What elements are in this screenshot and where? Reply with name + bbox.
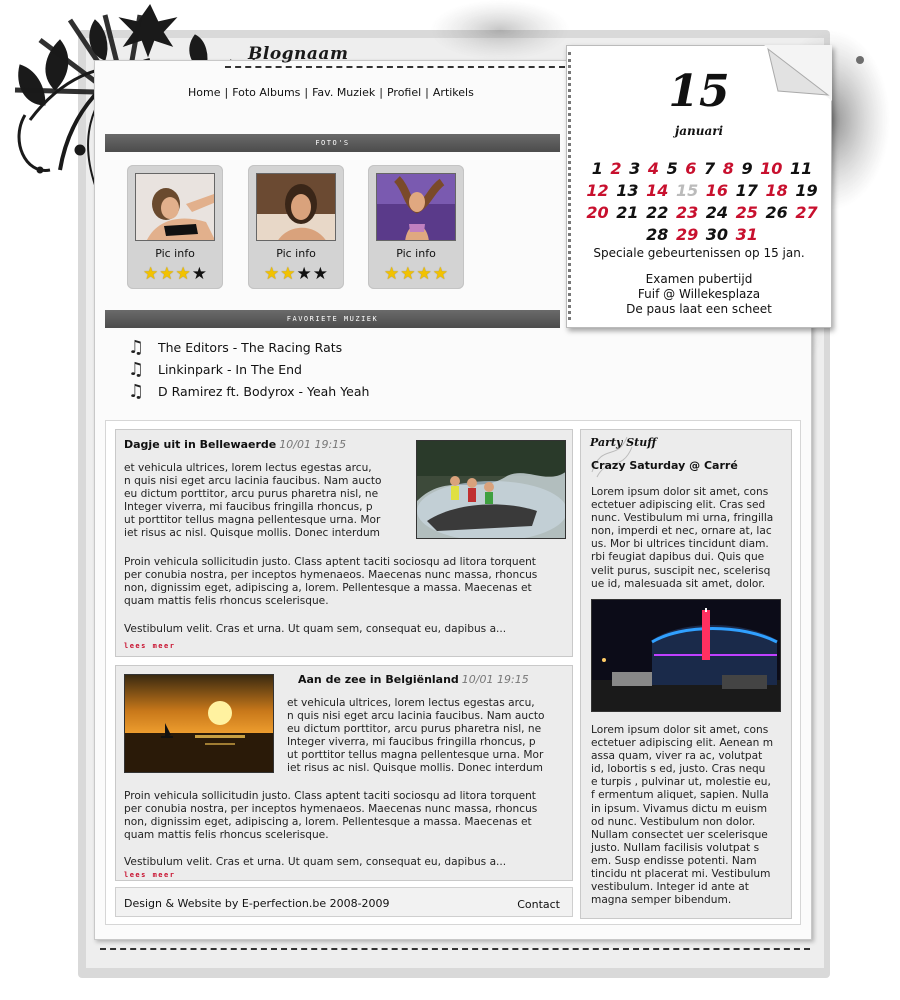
sidebar-line: ectetuer adipiscing elit. Cras sed [591, 499, 766, 512]
main-nav [188, 86, 474, 99]
nav-separator: | [379, 86, 383, 99]
footer-credit: Design & Website by E-perfection.be 2008-2009 [124, 897, 390, 910]
post-line: eu dictum porttitor, arcu purus pharetra nisl, ne [124, 488, 379, 501]
calendar-day-number[interactable]: 13 [616, 181, 639, 200]
photo-thumb-2[interactable] [256, 173, 336, 241]
sidebar-party-stuff [580, 429, 792, 919]
nav-home[interactable]: Home [188, 86, 221, 99]
sidebar-line: us. Mor bi ultrices tincidunt diam. [591, 538, 769, 551]
calendar-day-number[interactable]: 30 [705, 225, 729, 244]
sidebar-line: in ipsum. Vivamus dictu m euism [591, 802, 768, 815]
star-empty-icon[interactable]: ★ [296, 264, 312, 284]
post-last-line: Vestibulum velit. Cras et urna. Ut quam sem, consequat eu, dapibus a... [124, 856, 507, 868]
calendar-days [582, 158, 822, 246]
sidebar-text [591, 486, 787, 591]
calendar-day: 15 [668, 66, 730, 117]
nav-separator: | [304, 86, 309, 99]
photos-section-bar: FOTO'S [105, 134, 560, 152]
calendar-day-number[interactable]: 11 [790, 159, 813, 178]
sidebar-line: Nullam consectet uer scelerisque [591, 828, 768, 841]
calendar-day-number[interactable]: 2 [610, 159, 622, 178]
post-line: Integer viverra, mi faucibus fringilla rhoncus, p [287, 736, 536, 749]
calendar-day-number[interactable]: 20 [586, 203, 609, 222]
read-more-link[interactable]: lees meer [124, 871, 176, 879]
post-line: iet risus ac nisl. Quisque mollis. Donec interdum [124, 527, 380, 540]
music-title: Linkinpark - In The End [158, 361, 302, 377]
sidebar-line: assa quam, viver ra ac, volutpat [591, 750, 763, 763]
calendar-event: Examen pubertijd [645, 272, 753, 286]
post-line: n quis nisi eget arcu lacinia faucibus. Nam aucto [287, 710, 545, 723]
post-paragraph [124, 556, 570, 608]
star-empty-icon[interactable]: ★ [312, 264, 328, 284]
blog-post [115, 429, 573, 657]
calendar-day-number[interactable]: 29 [675, 225, 699, 244]
sidebar-line: id, lobortis s ed, justo. Cras nequ [591, 763, 766, 776]
sidebar-line: em. Susp endisse potenti. Nam [591, 854, 757, 867]
calendar-day-number[interactable]: 16 [705, 181, 729, 200]
photo-nightclub-icon [592, 600, 781, 712]
star-filled-icon[interactable]: ★ [143, 264, 159, 284]
post-last-line: Vestibulum velit. Cras et urna. Ut quam sem, consequat eu, dapibus a... [124, 623, 507, 635]
calendar-day-number[interactable]: 8 [722, 159, 734, 178]
post-line: Proin vehicula sollicitudin justo. Class aptent taciti sociosqu ad litora torquent [124, 556, 536, 568]
photo-card[interactable] [127, 165, 223, 289]
star-filled-icon[interactable]: ★ [159, 264, 175, 284]
nav-separator: | [425, 86, 429, 99]
music-title: D Ramirez ft. Bodyrox - Yeah Yeah [158, 383, 370, 399]
sidebar-line: non, imperdi et nec, ornare at, lac [591, 525, 772, 538]
photo-woman-bed-icon [257, 174, 336, 241]
sidebar-line: nunc. Vestibulum mi urna, fringilla [591, 512, 774, 525]
star-empty-icon[interactable]: ★ [191, 264, 207, 284]
post-intro [287, 697, 572, 776]
header-dash-line [225, 66, 565, 68]
sidebar-line: e turpis , pulvinar ut, molestie eu, [591, 776, 771, 789]
sidebar-heading: Party Stuff [590, 436, 657, 449]
post-paragraph [124, 790, 570, 842]
music-section-bar: FAVORIETE MUZIEK [105, 310, 560, 328]
sidebar-line: justo. Nullam facilisis volutpat s [591, 841, 760, 854]
star-filled-icon[interactable]: ★ [175, 264, 191, 284]
sidebar-line: f ermentum aliquet, sapien. Nulla [591, 789, 769, 802]
calendar-day-number[interactable]: 7 [704, 159, 716, 178]
post-image[interactable] [416, 440, 566, 539]
music-list [128, 336, 369, 402]
post-line: iet risus ac nisl. Quisque mollis. Donec interdum [287, 762, 543, 775]
music-note-icon: ♫ [128, 336, 145, 358]
calendar-day-number[interactable]: 3 [629, 159, 641, 178]
nav-foto-albums[interactable]: Foto Albums [232, 86, 301, 99]
calendar-day-number[interactable]: 21 [616, 203, 639, 222]
calendar-day-number[interactable]: 4 [647, 159, 659, 178]
post-line: Proin vehicula sollicitudin justo. Class aptent taciti sociosqu ad litora torquent [124, 790, 536, 802]
sidebar-line: magna semper bibendum. [591, 894, 732, 907]
sidebar-line: Lorem ipsum dolor sit amet, cons [591, 724, 769, 736]
calendar-day-number[interactable]: 26 [765, 203, 788, 222]
post-line: ut porttitor tellus magna pellentesque urna. Mor [287, 749, 544, 762]
music-item[interactable] [128, 380, 369, 402]
calendar-event: De paus laat een scheet [626, 302, 772, 316]
blog-post [115, 665, 573, 881]
photo-caption[interactable]: Pic info [276, 247, 316, 260]
post-line: non, dignissim eget, adipiscing a, lorem. Pellentesque a massa. Maecenas et [124, 582, 532, 595]
blog-title[interactable]: Blognaam [248, 44, 349, 64]
nav-separator: | [224, 86, 229, 99]
sidebar-line: od nunc. Vestibulum non dolor. [591, 815, 756, 828]
star-filled-icon[interactable]: ★ [400, 264, 416, 284]
post-line: ut porttitor tellus magna pellentesque urna. Mor [124, 514, 381, 527]
sidebar-line: vestibulum. Integer id ante at [591, 881, 749, 894]
calendar-day-number[interactable]: 5 [666, 159, 678, 178]
star-filled-icon[interactable]: ★ [280, 264, 296, 284]
post-line: et vehicula ultrices, lorem lectus egestas arcu, [124, 462, 372, 474]
calendar-events [566, 272, 832, 317]
calendar-day-number[interactable]: 24 [705, 203, 729, 222]
post-line: per conubia nostra, per inceptos hymenaeos. Maecenas nunc massa, rhoncus [124, 803, 538, 816]
post-line: et vehicula ultrices, lorem lectus egestas arcu, [287, 697, 535, 709]
contact-link[interactable]: Contact [517, 898, 560, 911]
sidebar-line: Lorem ipsum dolor sit amet, cons [591, 486, 769, 498]
calendar-day-number[interactable]: 25 [735, 203, 758, 222]
sidebar-image[interactable] [591, 599, 781, 712]
post-line: non, dignissim eget, adipiscing a, lorem. Pellentesque a massa. Maecenas et [124, 816, 532, 829]
nav-profiel[interactable]: Profiel [386, 86, 422, 99]
photo-woman-dancing-icon [377, 174, 456, 241]
music-title: The Editors - The Racing Rats [158, 339, 343, 355]
photo-water-ride-icon [417, 441, 566, 539]
sidebar-line: velit purus, suscipit nec, scelerisq [591, 564, 771, 577]
post-line: n quis nisi eget arcu lacinia faucibus. Nam aucto [124, 475, 382, 488]
post-line: eu dictum porttitor, arcu purus pharetra nisl, ne [287, 723, 542, 736]
photo-card[interactable] [368, 165, 464, 289]
star-filled-icon[interactable]: ★ [384, 264, 400, 284]
sidebar-line: rbi feugiat dapibus dui. Quis que [591, 551, 765, 564]
sidebar-line: ectetuer adipiscing elit. Aenean m [591, 737, 774, 750]
calendar-day-number[interactable]: 18 [765, 181, 788, 200]
calendar-day-number[interactable]: 14 [646, 181, 669, 200]
calendar-day-number[interactable]: 12 [586, 181, 609, 200]
calendar-day-number[interactable]: 23 [675, 203, 699, 222]
calendar-day-number[interactable]: 19 [795, 181, 818, 200]
post-line: quam mattis felis rhoncus scelerisque. [124, 829, 329, 842]
calendar-day-number[interactable]: 17 [735, 181, 758, 200]
calendar-day-number[interactable]: 6 [685, 159, 697, 178]
read-more-link[interactable]: lees meer [124, 642, 176, 650]
calendar-day-number[interactable]: 28 [646, 225, 669, 244]
photo-woman-lying-icon [136, 174, 215, 241]
calendar-day-number[interactable]: 10 [760, 159, 783, 178]
bottom-dash-line [100, 948, 810, 950]
post-image[interactable] [124, 674, 274, 773]
calendar-day-number[interactable]: 15 [675, 181, 699, 200]
post-date: 10/01 19:15 [279, 438, 347, 451]
post-line: quam mattis felis rhoncus scelerisque. [124, 595, 329, 608]
photo-rating[interactable] [256, 265, 336, 283]
calendar-special-title: Speciale gebeurtenissen op 15 jan. [593, 246, 805, 260]
photo-rating[interactable] [135, 265, 215, 283]
photo-card[interactable] [248, 165, 344, 289]
star-filled-icon[interactable]: ★ [264, 264, 280, 284]
photo-rating[interactable] [376, 265, 456, 283]
calendar-day-number[interactable]: 31 [735, 225, 758, 244]
post-intro [124, 462, 409, 541]
music-note-icon: ♫ [128, 380, 145, 402]
nav-artikels[interactable]: Artikels [432, 86, 474, 99]
footer [115, 887, 573, 917]
nav-fav-muziek[interactable]: Fav. Muziek [312, 86, 376, 99]
calendar-day-number[interactable]: 22 [646, 203, 669, 222]
photo-thumb-1[interactable] [135, 173, 215, 241]
photo-caption[interactable]: Pic info [155, 247, 195, 260]
post-date: 10/01 19:15 [461, 673, 529, 686]
calendar-day-number[interactable]: 27 [795, 203, 818, 222]
post-title[interactable] [298, 673, 529, 686]
calendar-month: januari [674, 124, 724, 138]
star-filled-icon[interactable]: ★ [432, 264, 448, 284]
photo-thumb-3[interactable] [376, 173, 456, 241]
sidebar-post-title[interactable]: Crazy Saturday @ Carré [591, 459, 738, 472]
photo-sunset-sea-icon [125, 675, 274, 773]
music-note-icon: ♫ [128, 358, 145, 380]
post-line: Integer viverra, mi faucibus fringilla rhoncus, p [124, 501, 373, 514]
sidebar-text [591, 724, 787, 907]
star-filled-icon[interactable]: ★ [416, 264, 432, 284]
post-title-text: Dagje uit in Bellewaerde [124, 438, 277, 451]
calendar-day-number[interactable]: 1 [591, 159, 603, 178]
music-item[interactable] [128, 336, 369, 358]
post-title-text: Aan de zee in Belgiënland [298, 673, 459, 686]
calendar-day-number[interactable]: 9 [741, 159, 753, 178]
music-item[interactable] [128, 358, 369, 380]
photo-caption[interactable]: Pic info [396, 247, 436, 260]
sidebar-line: tincidu nt placerat mi. Vestibulum [591, 868, 771, 881]
post-line: per conubia nostra, per inceptos hymenaeos. Maecenas nunc massa, rhoncus [124, 569, 538, 582]
sidebar-line: ue id, malesuada sit amet, dolor. [591, 577, 766, 590]
post-title[interactable] [124, 438, 346, 451]
calendar-event: Fuif @ Willekesplaza [637, 287, 761, 301]
